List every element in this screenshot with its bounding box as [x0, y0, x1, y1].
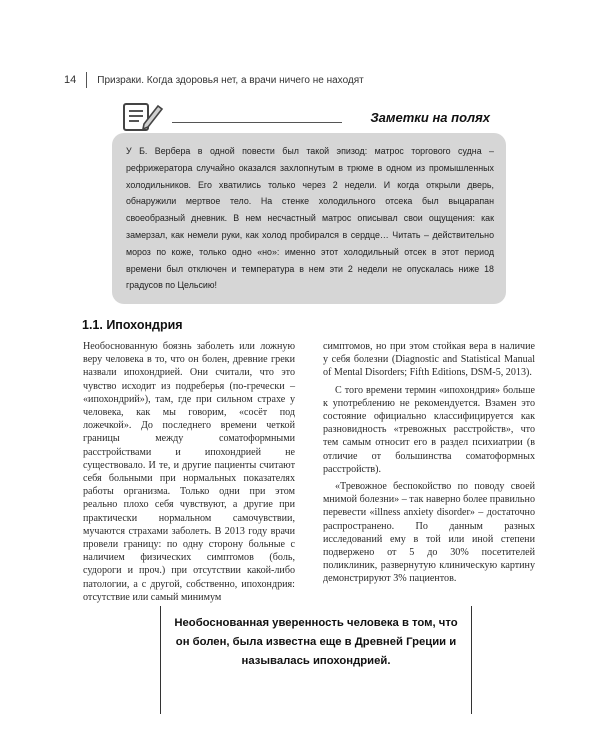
- page-number: 14: [64, 74, 77, 86]
- section-heading: 1.1. Ипохондрия: [82, 318, 183, 332]
- paragraph: Необоснованную боязнь заболеть или ложную веру человека в то, что он болен, древние греки назвали ипохондрией. Они считали, что это чувство исходит из подреберья (по-гречески – «ипохондрий»), там, где при сильном страхе у человека, как мы говорим, «сосёт под ложечкой». До последнего времени четкой границы между соматоформными расстройствами и ипохондрией не существовало. И те, и другие пациенты считают себя больными при нормальных показателях работы организма. Только одни при этом реально плохо себя чувствуют, а другие при практически нормальном самочувствии, мучаются страхами заболеть. В 2013 году врачи провели границу: по одну сторону больные с наличием физических симптомов (боль, судороги и проч.) при отсутствии какой-либо патологии, а с другой, собственно, ипохондрия: отсутствие или самый минимум: [83, 341, 295, 603]
- running-title: Призраки. Когда здоровья нет, а врачи ничего не находят: [97, 74, 364, 86]
- paragraph: «Тревожное беспокойство по поводу своей мнимой болезни» – так наверно более правильно перевести «illness anxiety disorder» – достаточно распространено. По данным разных исследований ему в той или иной степени подвержено от 5 до 30% посетителей поликлиник, развернутую клиническую картину демонстрируют 3% пациентов.: [323, 481, 535, 585]
- notes-title: Заметки на полях: [370, 110, 490, 125]
- notes-header-rule: [172, 122, 342, 123]
- paragraph: симптомов, но при этом стойкая вера в наличие у себя болезни (Diagnostic and Statistical Manual of Mental Disorders; Fifth Editions, DSM-5, 2013).: [323, 341, 535, 379]
- running-header: [64, 70, 364, 90]
- margin-notes-header: [120, 104, 500, 132]
- notes-text: У Б. Вербера в одной повести был такой эпизод: матрос торгового судна – рефрижератора случайно оказался захлопнутым в трюме в одном из промышленных холодильников. Его хватились только через 2 недели. И когда открыли дверь, обнаружили мертвое тело. На стенке холодильного отсека был выцарапан своеобразный дневник. В нем несчастный матрос описывал свои ощущения: как замерзал, как немели руки, как холод пробирался в сердце… Читать – действительно мороз по коже, только одно «но»: именно этот холодильный отсек в этот период времени был отключен и температура в нем эти 2 недели не опускалась ниже 18 градусов по Цельсию!: [126, 146, 494, 291]
- header-divider: [86, 72, 87, 88]
- left-column: [83, 340, 295, 604]
- pull-quote-text: Необоснованная уверенность человека в том, что он болен, была известна еще в Древней Греции и называлась ипохондрией.: [174, 617, 458, 667]
- pull-quote: [160, 606, 472, 714]
- paragraph: С того времени термин «ипохондрия» больше к употреблению не рекомендуется. Взамен это состояние официально классифицируется как разновидность «тревожных расстройств», что тем самым относит его в раздел психиатрии (в отличие от большинства соматоформных расстройств).: [323, 384, 535, 475]
- notepad-pencil-icon: [120, 100, 164, 132]
- right-column: [323, 340, 535, 586]
- margin-notes-box: [112, 133, 506, 304]
